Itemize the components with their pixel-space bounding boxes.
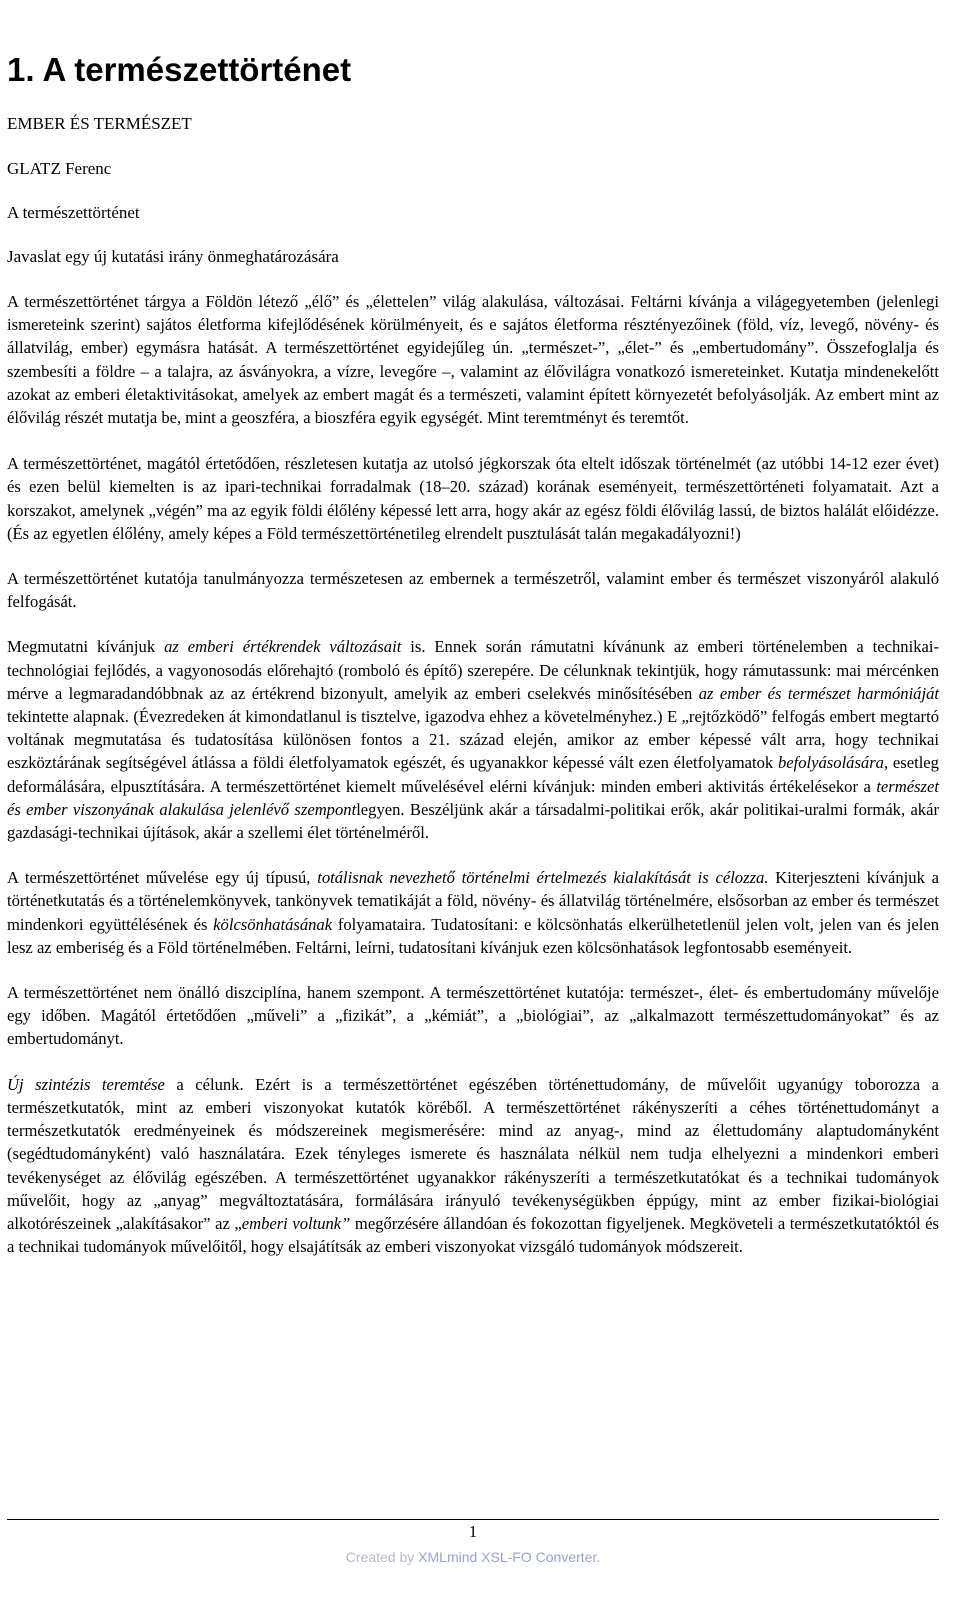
chapter-label: A természettörténet [7,203,140,222]
footer-divider [7,1519,939,1520]
paragraph-5-emphasis: totálisnak nevezhető történelmi értelmezés kialakítását is célozza. [317,868,769,888]
paragraph-4-text: Megmutatni kívánjuk [7,637,165,657]
paragraph-7 [7,1073,939,1259]
paragraph-5-text: A természettörténet művelése egy új típusú, [7,868,318,888]
page-title: 1. A természettörténet [7,51,352,88]
page-number: 1 [468,1522,478,1541]
paragraph-4-emphasis: természet és ember viszonyának alakulása jelenlévő szempont [7,776,939,819]
footer-credit [0,1547,946,1567]
paragraph-4-emphasis: befolyásolására, [777,753,889,773]
paragraph-5 [7,866,939,959]
paragraph-1: A természettörténet tárgya a Földön létező „élő” és „élettelen” világ alakulása, változásai. Feltárni kívánja a világegyetemben (jelenlegi ismereteink szerint) sajátos életforma kifejlődésének körülményeit, és e sajátos életforma résztényezőinek (föld, víz, levegő, növény- és állatvilág, ember) egymásra hatását. A természettörténet egyidejűleg ún. „természet-”, „élet-” és „embertudomány”. Összefoglalja és szembesíti a földre – a talajra, az ásványokra, a vízre, levegőre –, valamint az élővilágra vonatkozó ismereteinket. Kutatja mindenekelőtt azokat az emberi életaktivitásokat, amelyek az embert magát és a természeti, valamint épített környezetét befolyásolják. Az embert mint az élővilág részét mutatja be, mint a geoszféra, a bioszféra egyik egységét. Mint teremtményt és teremtőt. [7,292,939,428]
paragraph-6: A természettörténet nem önálló diszciplína, hanem szempont. A természettörténet kutatója: természet-, élet- és embertudomány művelője egy időben. Magától értetődően „műveli” a „fizikát”, a „kémiát”, a „biológiai”, az „alkalmazott természettudományokat” és az embertudományt. [7,983,939,1049]
author: GLATZ Ferenc [7,159,112,178]
body-text [7,290,939,1280]
paragraph-5-text: folyamataira. Tudatosítani: e kölcsönhatás elkerülhetetlenül jelen volt, jelen van és jelen lesz az emberiség és a Föld történelmében. Feltárni, leírni, tudatosítani kívánjuk ezen kölcsönhatások legfontosabb eseményeit. [7,914,940,957]
paragraph-4-text: legyen. Beszéljünk akár a társadalmi-politikai erők, akár politikai-uralmi formák, akár gazdasági-technikai újítások, akár a szellemi élet történelméről. [7,799,939,843]
paragraph-4-text: esetleg deformálására, elpusztítására. A természettörténet kiemelt művelésével elérni kívánjuk: minden emberi aktivitás értékelésekor a [7,753,939,796]
subtitle: Javaslat egy új kutatási irány önmeghatározására [7,247,339,266]
paragraph-4-text: tekintette alapnak. (Évezredeken át kimondatlanul is tisztelve, igazodva ehhez a követelményhez.) E „rejtőzködő” felfogás embert megtartó voltának megmutatása és tudatosítása különösen fontos a 21. század elején, amikor az ember képessé vált arra, hogy technikai eszköztárának segítségével átlássa a földi életfolyamatok egészét, és ugyanakkor képessé vált ezen életfolyamatok [7,707,939,773]
footer-converter-link[interactable]: XMLmind XSL-FO Converter. [418,1549,601,1565]
paragraph-4 [7,635,939,844]
paragraph-2: A természettörténet, magától értetődően, részletesen kutatja az utolsó jégkorszak óta eltelt időszak történelmét (az utóbbi 14-12 ezer évet) és ezen belül kiemelten is az ipari-technikai forradalmak (18–20. század) korának eseményeit, természettörténeti folyamatait. Azt a korszakot, amelynek „végén” ma az egyik földi élőlény képessé lett arra, hogy akár az egész földi élővilág lassú, de biztos halálát előidézze. (És az egyetlen élőlény, amely képes a Föld természettörténetileg elrendelt pusztulását talán megakadályozni!) [7,454,939,543]
footer-created-by: Created by [345,1549,419,1565]
paragraph-5-emphasis: kölcsönhatásának [213,914,333,934]
paragraph-7-emphasis: emberi voltunk” [241,1213,351,1233]
paragraph-4-emphasis: az emberi értékrendek változásait [164,637,402,657]
paragraph-5-text: Kiterjeszteni kívánjuk a történetkutatás és a történelemkönyvek, tankönyvek tematikáját a föld, növény- és állatvilág történelmére, elsősorban az ember és természet mindenkori együttélésének és [7,868,939,934]
paragraph-3: A természettörténet kutatója tanulmányozza természetesen az embernek a természetről, valamint ember és természet viszonyáról alakuló felfogását. [7,569,939,612]
book-title: EMBER ÉS TERMÉSZET [7,114,192,133]
paragraph-7-text: megőrzésére állandóan és fokozottan figyeljenek. Megköveteli a természetkutatóktól és a technikai tudományok művelőitől, hogy elsajátítsák az emberi viszonyokat vizsgáló tudományok módszereit. [7,1213,940,1257]
paragraph-7-text: a célunk. Ezért is a természettörténet egészében történettudomány, de művelőit ugyanúgy toborozza a természetkutatók, mint az emberi viszonyokat kutatók köréből. A természettörténet rákényszeríti a céhes történettudományt a természetkutatók eredményeinek és módszereinek megismerésére: mind az anyag-, mind az élettudomány alaptudományként (segédtudományként) való használatára. Ezek tényleges ismerete és használata nélkül nem tudja elhelyezni a mindenkori emberi tevékenységet az élővilág egészében. A természettörténet ugyanakkor rákényszeríti a természetkutatókat és a technikai tudományok művelőit, hogy az „anyag” megváltoztatására, formálására irányuló tevékenységükben éppúgy, mint az ember fizikai-biológiai alkotórészeinek „alakításakor” az „ [7,1074,939,1233]
paragraph-7-emphasis: Új szintézis teremtése [7,1074,165,1094]
paragraph-4-text: is. Ennek során rámutatni kívánunk az emberi történelemben a technikai-technológiai fejlődés, a vagyonosodás előrehajtó (romboló és építő) szerepére. De célunknak tekintjük, hogy rámutassunk: mai mércénken mérve a legmaradandóbbnak az az értékrend bizonyult, amelyik az emberi cselekvés minősítésében [7,637,939,703]
paragraph-4-emphasis: az ember és természet harmóniáját [698,683,939,703]
